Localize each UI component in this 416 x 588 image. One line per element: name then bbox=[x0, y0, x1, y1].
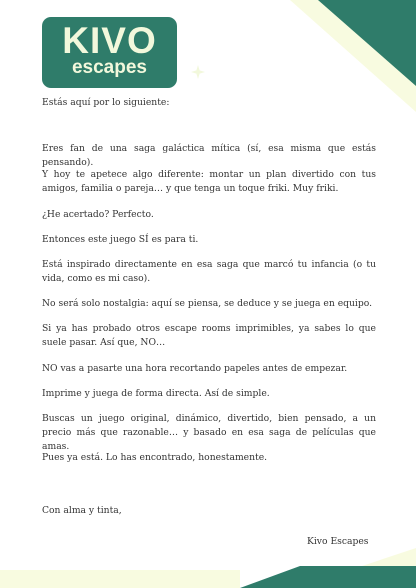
paragraph: Entonces este juego SÍ es para ti. bbox=[42, 234, 199, 245]
logo-title: KIVO bbox=[62, 20, 157, 61]
bottom-left-cream-band bbox=[0, 570, 240, 588]
intro-line: Estás aquí por lo siguiente: bbox=[42, 97, 170, 108]
closing-line: Con alma y tinta, bbox=[42, 505, 122, 516]
bottom-right-teal-triangle bbox=[240, 566, 416, 588]
paragraph: Buscas un juego original, dinámico, divertido, bien pensado, a un precio más que razonable… y basado en esa saga de películas que amas. bbox=[42, 413, 376, 452]
paragraph: Imprime y juega de forma directa. Así de simple. bbox=[42, 388, 270, 399]
paragraph: Y hoy te apetece algo diferente: montar un plan divertido con tus amigos, familia o pareja… y que tenga un toque friki. Muy friki. bbox=[42, 169, 376, 194]
logo-subtitle: escapes bbox=[71, 57, 147, 78]
paragraph: Si ya has probado otros escape rooms imprimibles, ya sabes lo que suele pasar. Así que, NO… bbox=[42, 323, 376, 348]
paragraph: ¿He acertado? Perfecto. bbox=[42, 209, 154, 220]
sparkle-icon bbox=[191, 65, 205, 79]
paragraph: Pues ya está. Lo has encontrado, honestamente. bbox=[42, 452, 268, 463]
paragraph: No será solo nostalgia: aquí se piensa, se deduce y se juega en equipo. bbox=[42, 298, 373, 309]
paragraph: NO vas a pasarte una hora recortando papeles antes de empezar. bbox=[42, 363, 348, 374]
signature: Kivo Escapes bbox=[307, 536, 369, 547]
paragraph: Eres fan de una saga galáctica mítica (sí, esa misma que estás pensando). bbox=[42, 143, 376, 168]
paragraph: Está inspirado directamente en esa saga que marcó tu infancia (o tu vida, como es mi caso). bbox=[42, 259, 376, 284]
kivo-escapes-logo bbox=[42, 17, 177, 88]
